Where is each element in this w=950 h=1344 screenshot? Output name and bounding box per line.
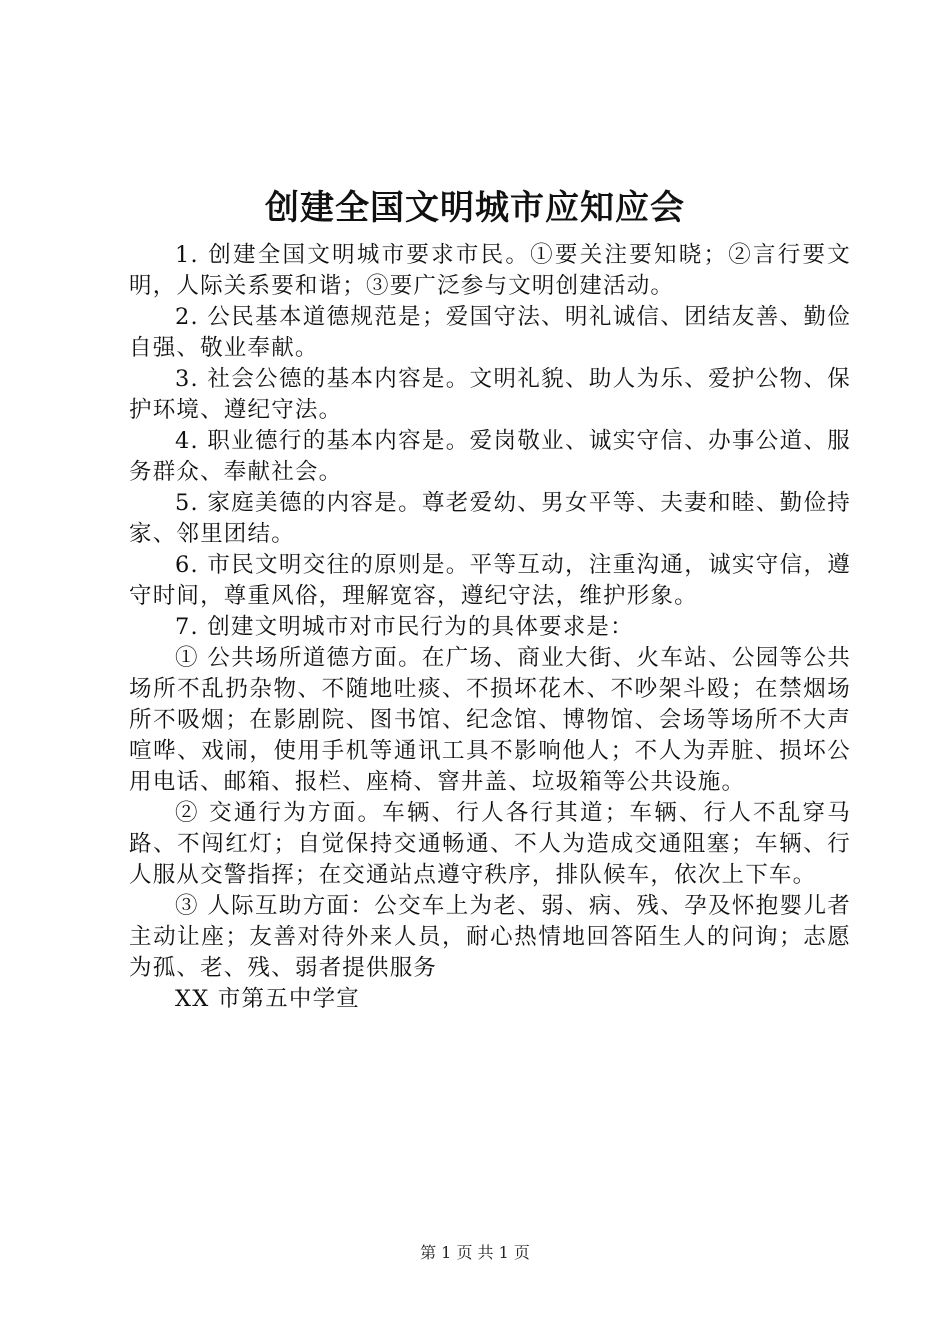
sub-item-mutual-help: ③ 人际互助方面：公交车上为老、弱、病、残、孕及怀抱婴儿者主动让座；友善对待外来人员，耐心热情地回答陌生人的问询；志愿为孤、老、残、弱者提供服务 — [129, 893, 851, 981]
page-title: 创建全国文明城市应知应会 — [265, 188, 685, 228]
paragraph-item-4: 4. 职业德行的基本内容是。爱岗敬业、诚实守信、办事公道、服务群众、奉献社会。 — [129, 428, 851, 485]
paragraph-item-6: 6. 市民文明交往的原则是。平等互动，注重沟通，诚实守信，遵守时间，尊重风俗，理解宽容，遵纪守法，维护形象。 — [129, 552, 851, 609]
paragraph-item-1: 1. 创建全国文明城市要求市民。①要关注要知晓；②言行要文明，人际关系要和谐；③要广泛参与文明创建活动。 — [129, 242, 851, 299]
paragraph-item-5: 5. 家庭美德的内容是。尊老爱幼、男女平等、夫妻和睦、勤俭持家、邻里团结。 — [129, 490, 851, 547]
page-number-footer: 第 1 页 共 1 页 — [420, 1243, 530, 1262]
sub-item-traffic: ② 交通行为方面。车辆、行人各行其道；车辆、行人不乱穿马路、不闯红灯；自觉保持交通畅通、不人为造成交通阻塞；车辆、行人服从交警指挥；在交通站点遵守秩序，排队候车，依次上下车。 — [129, 800, 851, 888]
paragraph-item-7: 7. 创建文明城市对市民行为的具体要求是： — [175, 614, 634, 640]
document-body — [129, 240, 851, 1015]
paragraph-item-2: 2. 公民基本道德规范是；爱国守法、明礼诚信、团结友善、勤俭自强、敬业奉献。 — [129, 304, 851, 361]
paragraph-item-3: 3. 社会公德的基本内容是。文明礼貌、助人为乐、爱护公物、保护环境、遵纪守法。 — [129, 366, 851, 423]
sub-item-public-places: ① 公共场所道德方面。在广场、商业大街、火车站、公园等公共场所不乱扔杂物、不随地吐痰、不损坏花木、不吵架斗殴；在禁烟场所不吸烟；在影剧院、图书馆、纪念馆、博物馆、会场等场所不大声喧哗、戏闹，使用手机等通讯工具不影响他人；不人为弄脏、损坏公用电话、邮箱、报栏、座椅、窨井盖、垃圾箱等公共设施。 — [129, 645, 851, 795]
signature-line: XX 市第五中学宣 — [175, 986, 360, 1012]
